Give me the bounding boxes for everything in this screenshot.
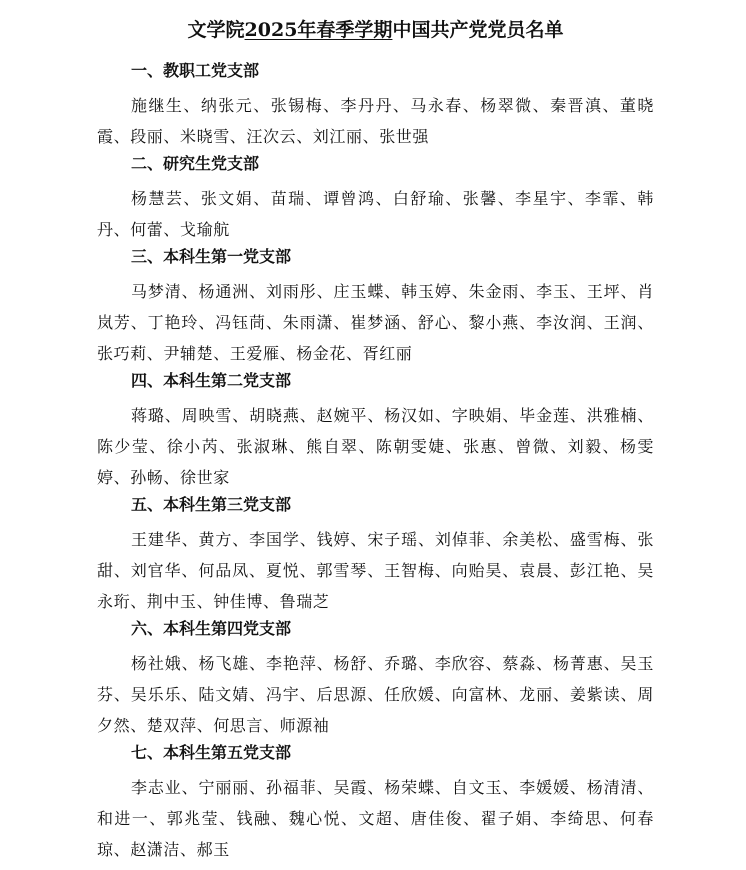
member-list: 李志业、宁丽丽、孙福菲、吴霞、杨荣蝶、自文玉、李媛媛、杨清清、和进一、郭兆莹、钱融、魏心悦、文超、唐佳俊、翟子娟、李绮思、何春琼、赵潇洁、郝玉 bbox=[97, 778, 654, 859]
member-list: 王建华、黄方、李国学、钱婷、宋子瑶、刘倬菲、余美松、盛雪梅、张甜、刘官华、何品凤、夏悦、郭雪琴、王智梅、向贻昊、袁晨、彭江艳、吴永珩、荆中玉、钟佳博、鲁瑞芝 bbox=[97, 530, 654, 611]
section-heading: 一、教职工党支部 bbox=[131, 61, 260, 80]
section-5 bbox=[97, 493, 654, 617]
member-list: 施继生、纳张元、张锡梅、李丹丹、马永春、杨翠微、秦晋滇、董晓霞、段丽、米晓雪、汪次云、刘江丽、张世强 bbox=[97, 96, 654, 146]
section-heading: 三、本科生第一党支部 bbox=[131, 247, 292, 266]
member-list: 杨社娥、杨飞雄、李艳萍、杨舒、乔璐、李欣容、蔡淼、杨菁惠、吴玉芬、吴乐乐、陆文婧、冯宇、后思源、任欣媛、向富林、龙丽、姜紫读、周夕然、楚双萍、何思言、师源袖 bbox=[97, 654, 654, 735]
section-heading: 五、本科生第三党支部 bbox=[131, 495, 292, 514]
section-1 bbox=[97, 59, 654, 152]
section-7 bbox=[97, 741, 654, 865]
section-6 bbox=[97, 617, 654, 741]
member-list: 马梦清、杨通洲、刘雨彤、庄玉蝶、韩玉婷、朱金雨、李玉、王坪、肖岚芳、丁艳玲、冯钰茼、朱雨潇、崔梦涵、舒心、黎小燕、李汝润、王润、张巧莉、尹辅楚、王爱雁、杨金花、胥红丽 bbox=[97, 282, 654, 363]
section-heading: 二、研究生党支部 bbox=[131, 154, 260, 173]
section-heading: 六、本科生第四党支部 bbox=[131, 619, 292, 638]
section-2 bbox=[97, 152, 654, 245]
member-list: 蒋璐、周映雪、胡晓燕、赵婉平、杨汉如、字映娟、毕金莲、洪雅楠、陈少莹、徐小芮、张淑琳、熊自翠、陈朝雯婕、张惠、曾微、刘毅、杨雯婷、孙畅、徐世家 bbox=[97, 406, 654, 487]
title-prefix: 文学院 bbox=[187, 19, 245, 41]
section-heading: 七、本科生第五党支部 bbox=[131, 743, 292, 762]
section-4 bbox=[97, 369, 654, 493]
title-suffix: 中国共产党党员名单 bbox=[392, 19, 564, 41]
section-heading: 四、本科生第二党支部 bbox=[131, 371, 292, 390]
title-term: 2025年春季学期 bbox=[244, 19, 393, 41]
document-title bbox=[97, 18, 654, 48]
member-list: 杨慧芸、张文娟、苗瑞、谭曾鸿、白舒瑜、张馨、李星宇、李霏、韩丹、何蕾、戈瑜航 bbox=[97, 189, 654, 239]
section-3 bbox=[97, 245, 654, 369]
